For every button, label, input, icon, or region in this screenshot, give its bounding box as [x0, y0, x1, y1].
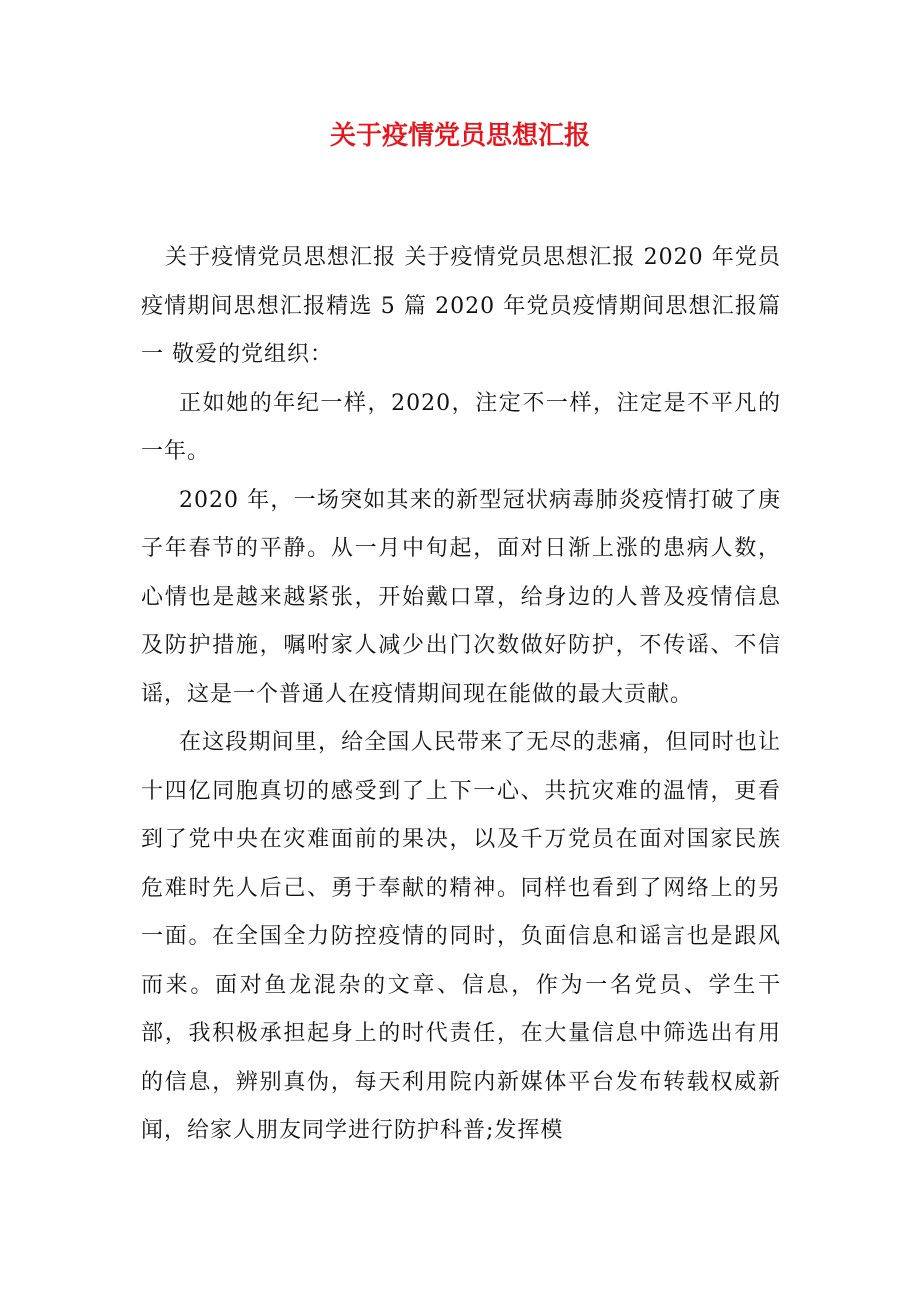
paragraph-3: 2020 年，一场突如其来的新型冠状病毒肺炎疫情打破了庚子年春节的平静。从一月中旬起，面对日渐上涨的患病人数，心情也是越来越紧张，开始戴口罩，给身边的人普及疫情信息及防护措施，嘱咐家人减少出门次数做好防护，不传谣、不信谣，这是一个普通人在疫情期间现在能做的最大贡献。: [141, 487, 781, 707]
document-title: 关于疫情党员思想汇报: [329, 121, 590, 151]
paragraph-2: 正如她的年纪一样，2020，注定不一样，注定是不平凡的一年。: [141, 390, 781, 464]
paragraph-intro: 关于疫情党员思想汇报 关于疫情党员思想汇报 2020 年党员疫情期间思想汇报精选 5 篇 2020 年党员疫情期间思想汇报篇一 敬爱的党组织：: [141, 245, 781, 367]
document-body: [141, 234, 781, 1156]
paragraph-4: 在这段期间里，给全国人民带来了无尽的悲痛，但同时也让十四亿同胞真切的感受到了上下一心、共抗灾难的温情，更看到了党中央在灾难面前的果决，以及千万党员在面对国家民族危难时先人后己、勇于奉献的精神。同样也看到了网络上的另一面。在全国全力防控疫情的同时，负面信息和谣言也是跟风而来。面对鱼龙混杂的文章、信息，作为一名党员、学生干部，我积极承担起身上的时代责任，在大量信息中筛选出有用的信息，辨别真伪，每天利用院内新媒体平台发布转载权威新闻，给家人朋友同学进行防护科普;发挥模: [141, 730, 781, 1143]
